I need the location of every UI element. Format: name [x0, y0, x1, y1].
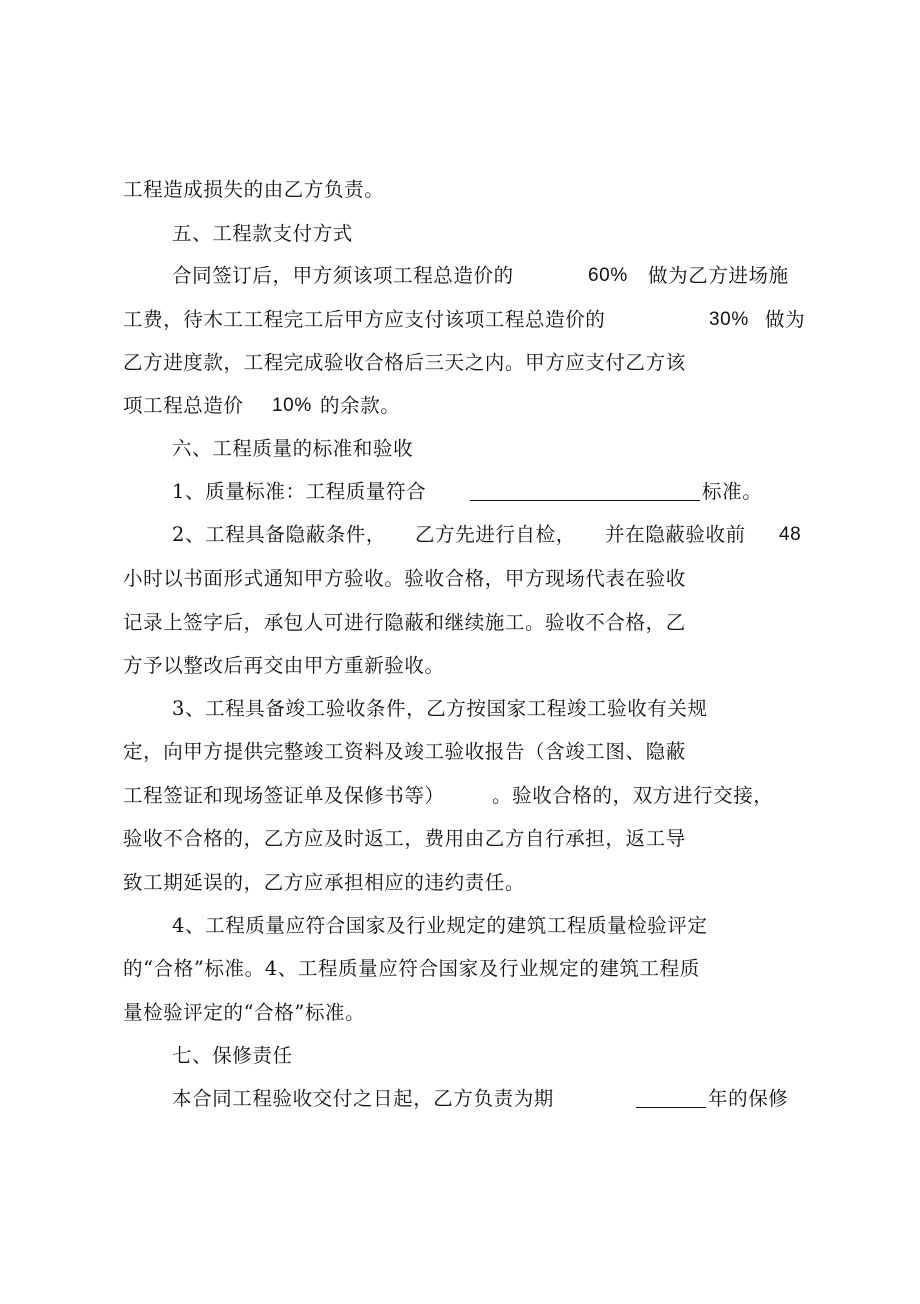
- text-segment: 工程造成损失的由乙方负责。: [123, 178, 385, 201]
- text-line: [123, 394, 244, 418]
- warranty-years-blank: [636, 1087, 706, 1112]
- text-segment: 量检验评定的“合格”标准。: [123, 1001, 366, 1024]
- text-segment: 验收不合格的，乙方应及时返工，费用由乙方自行承担，返工导: [123, 827, 686, 850]
- text-segment: 本合同工程验收交付之日起，乙方负责为期: [172, 1087, 554, 1110]
- text-line: [172, 1087, 554, 1111]
- text-line: [172, 480, 426, 504]
- quality-standard-blank: [470, 480, 700, 505]
- text-line: [702, 480, 762, 504]
- text-segment: 的余款。: [320, 394, 401, 417]
- text-segment: 3、工程具备竣工验收条件，乙方按国家工程竣工验收有关规: [172, 697, 708, 720]
- text-segment: 工费，待木工工程完工后甲方应支付该项工程总造价的: [123, 308, 606, 331]
- text-line: [123, 178, 384, 202]
- text-segment: 项工程总造价: [123, 394, 244, 417]
- text-segment: 小时以书面形式通知甲方验收。验收合格，甲方现场代表在验收: [123, 567, 686, 590]
- text-segment: 2、工程具备隐蔽条件，: [172, 523, 387, 546]
- text-segment: 乙方先进行自检，: [415, 523, 576, 546]
- text-segment: 定，向甲方提供完整竣工资料及竣工验收报告（含竣工图、隐蔽: [123, 740, 686, 763]
- text-line: [605, 523, 746, 547]
- text-segment: 。验收合格的，双方进行交接，: [492, 784, 774, 807]
- text-line: [123, 351, 686, 375]
- hours-value: 48: [779, 524, 802, 545]
- text-segment: 做为乙方进场施: [648, 264, 789, 287]
- text-line: [172, 697, 708, 721]
- text-line: [123, 308, 605, 332]
- text-line: [172, 523, 386, 547]
- percentage-value: 60%: [588, 265, 628, 286]
- section-heading: [172, 222, 353, 246]
- text-segment: 1、质量标准：工程质量符合: [172, 480, 427, 503]
- text-segment: 4、工程质量应符合国家及行业规定的建筑工程质量检验评定: [172, 914, 708, 937]
- text-segment: 七、保修责任: [172, 1044, 293, 1067]
- text-segment: 六、工程质量的标准和验收: [172, 437, 414, 460]
- percentage-value: 10%: [272, 395, 312, 416]
- text-line: [708, 1087, 788, 1111]
- text-segment: 记录上签字后，承包人可进行隐蔽和继续施工。验收不合格，乙: [123, 611, 686, 634]
- text-segment: 工程签证和现场签证单及保修书等）: [123, 784, 445, 807]
- text-line: [123, 957, 700, 981]
- text-line: [123, 654, 445, 678]
- text-segment: 方予以整改后再交由甲方重新验收。: [123, 654, 445, 677]
- text-line: [492, 784, 773, 808]
- text-line: [415, 523, 576, 547]
- text-line: [172, 264, 514, 288]
- text-line: [648, 264, 789, 288]
- section-heading: [172, 437, 413, 461]
- text-segment: 致工期延误的，乙方应承担相应的违约责任。: [123, 871, 526, 894]
- section-heading: [172, 1044, 293, 1068]
- text-segment: 并在隐蔽验收前: [605, 523, 746, 546]
- text-line: [123, 611, 686, 635]
- text-line: [123, 740, 686, 764]
- text-segment: 合同签订后，甲方须该项工程总造价的: [172, 264, 514, 287]
- text-line: [320, 394, 400, 418]
- text-segment: 标准。: [702, 480, 763, 503]
- text-segment: 年的保修: [708, 1087, 789, 1110]
- text-line: [123, 871, 525, 895]
- text-segment: 五、工程款支付方式: [172, 222, 353, 245]
- text-segment: 乙方进度款，工程完成验收合格后三天之内。甲方应支付乙方该: [123, 351, 686, 374]
- text-line: [123, 827, 686, 851]
- text-line: [172, 914, 708, 938]
- text-line: [123, 1001, 365, 1025]
- text-segment: 做为: [765, 308, 806, 331]
- text-line: [123, 784, 445, 808]
- percentage-value: 30%: [709, 309, 749, 330]
- text-line: [123, 567, 686, 591]
- text-line: [765, 308, 805, 332]
- text-segment: 的“合格”标准。4、工程质量应符合国家及行业规定的建筑工程质: [123, 957, 700, 980]
